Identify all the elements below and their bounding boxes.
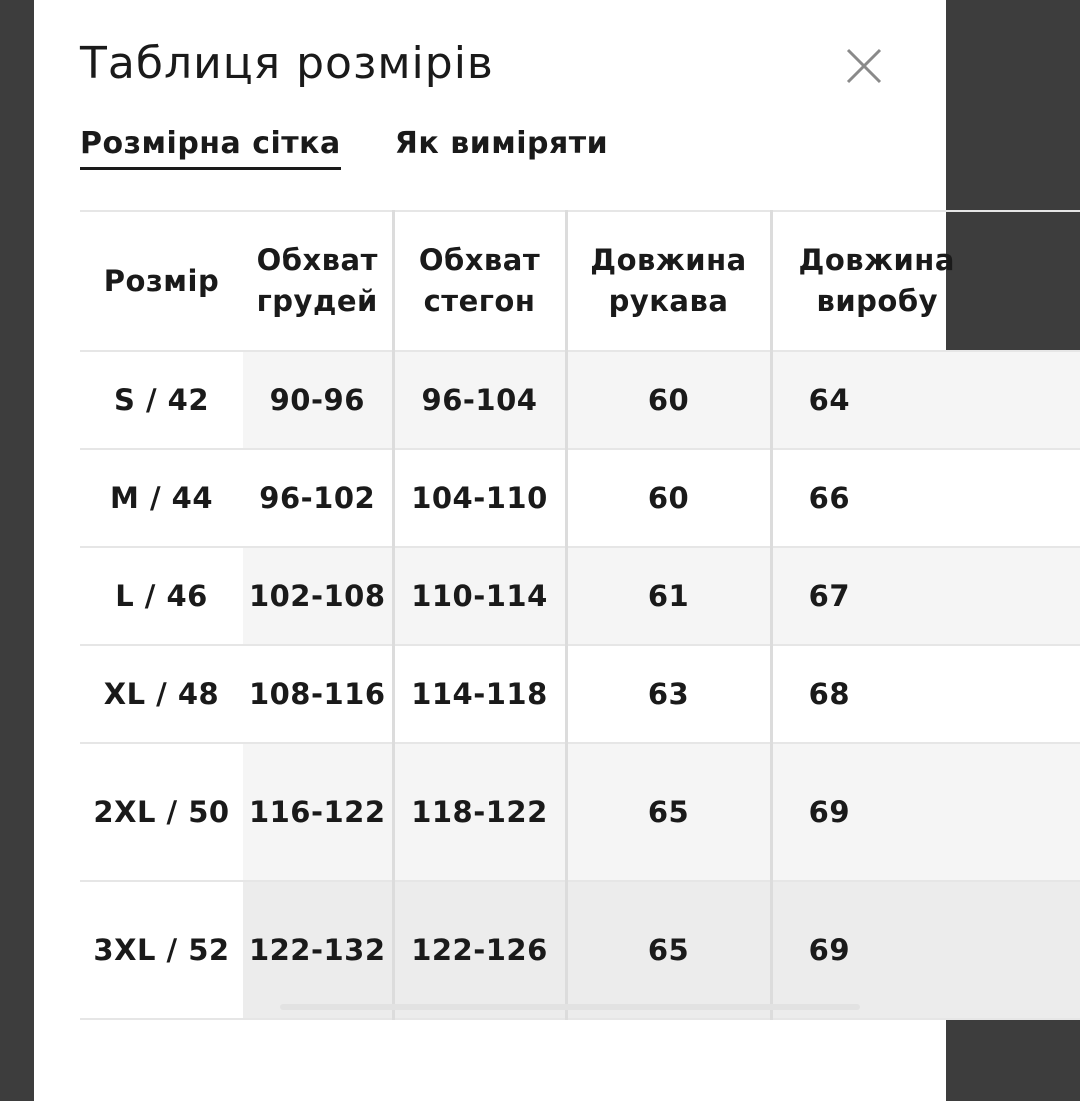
cell-sleeve: 65 [566,881,771,1019]
cell-length: 69 [771,881,1080,1019]
cell-chest: 108-116 [243,645,393,743]
header-chest: Обхват грудей [243,211,393,351]
cell-hips: 104-110 [393,449,566,547]
cell-length: 69 [771,743,1080,881]
cell-sleeve: 61 [566,547,771,645]
cell-sleeve: 65 [566,743,771,881]
cell-chest: 122-132 [243,881,393,1019]
cell-hips: 122-126 [393,881,566,1019]
cell-sleeve: 63 [566,645,771,743]
cell-size: S / 42 [80,351,243,449]
table-header-row [80,211,1080,351]
header-size: Розмір [80,211,243,351]
size-table-container[interactable] [80,210,955,1020]
header-item-length: Довжина виробу [771,211,1080,351]
cell-chest: 102-108 [243,547,393,645]
table-row [80,547,1080,645]
cell-hips: 96-104 [393,351,566,449]
modal-title: Таблиця розмірів [80,38,494,89]
cell-size: 3XL / 52 [80,881,243,1019]
cell-chest: 90-96 [243,351,393,449]
cell-size: L / 46 [80,547,243,645]
table-row [80,449,1080,547]
header-hips: Обхват стегон [393,211,566,351]
cell-length: 66 [771,449,1080,547]
cell-chest: 116-122 [243,743,393,881]
size-chart-modal [34,0,955,1101]
header-sleeve-length: Довжина рукава [566,211,771,351]
cell-hips: 110-114 [393,547,566,645]
cell-length: 67 [771,547,1080,645]
cell-size: XL / 48 [80,645,243,743]
tab-size-grid[interactable]: Розмірна сітка [80,126,341,170]
cell-size: M / 44 [80,449,243,547]
tab-bar [80,126,608,170]
cell-size: 2XL / 50 [80,743,243,881]
cell-length: 68 [771,645,1080,743]
cell-length: 64 [771,351,1080,449]
table-row [80,351,1080,449]
table-row [80,743,1080,881]
cell-sleeve: 60 [566,351,771,449]
cell-sleeve: 60 [566,449,771,547]
table-row [80,645,1080,743]
cell-hips: 118-122 [393,743,566,881]
table-row [80,881,1080,1019]
close-icon [844,46,884,86]
horizontal-scrollbar[interactable] [280,1004,860,1010]
size-table [80,210,1080,1020]
close-button[interactable] [844,46,884,86]
cell-hips: 114-118 [393,645,566,743]
cell-chest: 96-102 [243,449,393,547]
tab-how-to-measure[interactable]: Як виміряти [394,126,609,161]
